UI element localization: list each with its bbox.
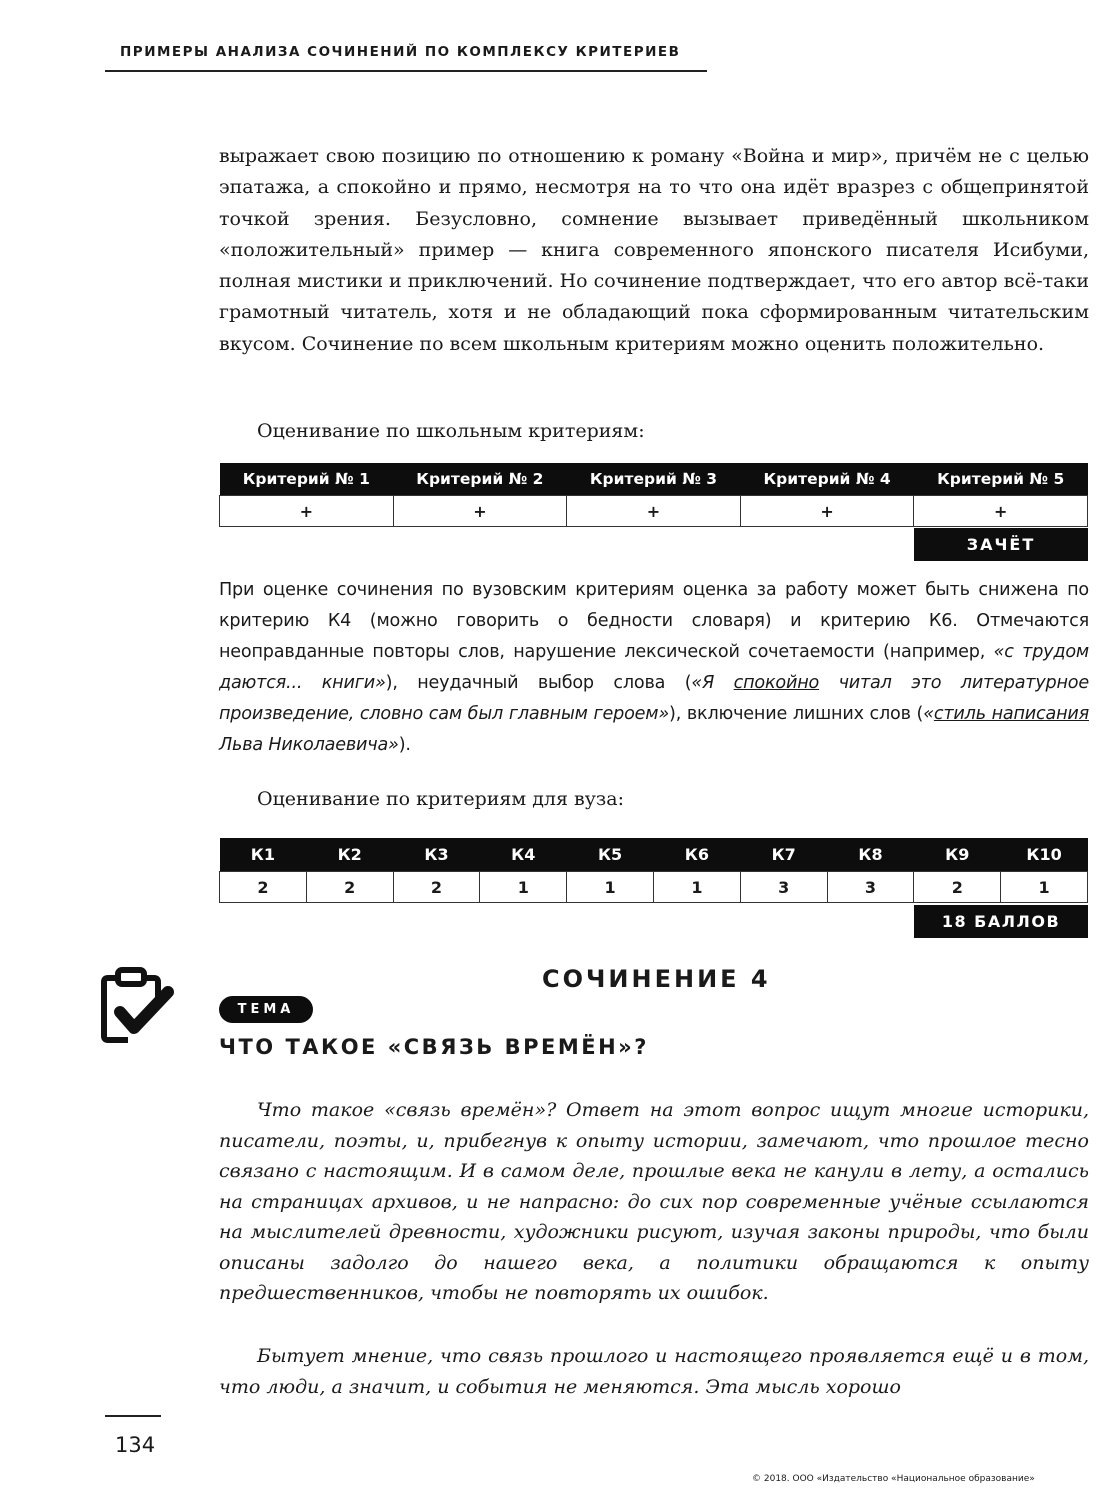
criterion-header: К8: [827, 838, 914, 872]
criterion-header: Критерий № 3: [567, 463, 741, 496]
header-rule: [105, 70, 707, 72]
criterion-score: 3: [827, 872, 914, 903]
copyright-notice: © 2018. ООО «Издательство «Национальное образование»: [752, 1474, 1035, 1484]
criterion-header: К1: [220, 838, 307, 872]
clipboard-check-icon: [100, 966, 174, 1048]
essay-paragraph-2: Бытует мнение, что связь прошлого и настоящего проявляется ещё и в том, что люди, а значит, и события не меняются. Эта мысль хорошо: [219, 1345, 1089, 1398]
school-result-badge: ЗАЧЁТ: [914, 528, 1088, 561]
running-head: ПРИМЕРЫ АНАЛИЗА СОЧИНЕНИЙ ПО КОМПЛЕКСУ КРИТЕРИЕВ: [120, 44, 681, 60]
criterion-value: +: [740, 496, 914, 527]
topic-title: ЧТО ТАКОЕ «СВЯЗЬ ВРЕМЁН»?: [219, 1035, 649, 1059]
body-paragraph-2: При оценке сочинения по вузовским критериям оценка за работу может быть снижена по критерию К4 (можно говорить о бедности словаря) и критерию К6. Отмечаются неоправданные повторы слов, нарушение лексической сочетаемости (например, «с трудом даются... книги»), неудачный выбор слова («Я спокойно читал это литературное произведение, словно сам был главным героем»), включение лишних слов («стиль написания Льва Николаевича»).: [219, 580, 1090, 755]
criterion-score: 3: [740, 872, 827, 903]
criterion-value: +: [220, 496, 394, 527]
criterion-score: 2: [220, 872, 307, 903]
criterion-header: Критерий № 5: [914, 463, 1088, 496]
footer-rule: [105, 1415, 161, 1417]
university-result-badge: 18 БАЛЛОВ: [914, 905, 1088, 938]
essay-title: СОЧИНЕНИЕ 4: [542, 965, 771, 993]
criterion-header: К4: [480, 838, 567, 872]
criterion-score: 2: [306, 872, 393, 903]
criterion-score: 1: [1001, 872, 1088, 903]
criterion-value: +: [914, 496, 1088, 527]
body-paragraph-1: выражает свою позицию по отношению к роману «Война и мир», причём не с целью эпатажа, а спокойно и прямо, несмотря на то что она идёт вразрез с общепринятой точкой зрения. Безусловно, сомнение вызывает приведённый школьником «положительный» пример — книга современного японского писателя Исибуми, полная мистики и приключений. Но сочинение подтверждает, что его автор всё-таки грамотный читатель, хотя и не обладающий пока сформированным читательским вкусом. Сочинение по всем школьным критериям можно оценить положительно.: [219, 145, 1089, 355]
school-criteria-table: [219, 463, 1088, 527]
essay-paragraph-1: Что такое «связь времён»? Ответ на этот вопрос ищут многие историки, писатели, поэты, и, прибегнув к опыту истории, замечают, что прошлое тесно связано с настоящим. И в самом деле, прошлые века не канули в лету, а остались на страницах архивов, и не напрасно: до сих пор современные учёные ссылаются на мыслителей древности, художники рисуют, изучая законы природы, что были описаны задолго до нашего века, а политики обращаются к опыту предшественников, чтобы не повторять их ошибок.: [219, 1099, 1089, 1304]
criterion-header: К7: [740, 838, 827, 872]
criterion-header: Критерий № 1: [220, 463, 394, 496]
criterion-header: К3: [393, 838, 480, 872]
criterion-value: +: [393, 496, 567, 527]
school-criteria-label: Оценивание по школьным критериям:: [257, 420, 645, 442]
criterion-value: +: [567, 496, 741, 527]
criterion-score: 1: [653, 872, 740, 903]
criterion-score: 1: [480, 872, 567, 903]
criterion-header: К10: [1001, 838, 1088, 872]
criterion-header: К2: [306, 838, 393, 872]
criterion-header: К5: [567, 838, 654, 872]
criterion-score: 2: [393, 872, 480, 903]
topic-badge: ТЕМА: [219, 996, 313, 1023]
university-criteria-table: [219, 838, 1088, 903]
criterion-header: Критерий № 4: [740, 463, 914, 496]
page-number: 134: [115, 1433, 156, 1457]
criterion-score: 1: [567, 872, 654, 903]
criterion-header: К6: [653, 838, 740, 872]
criterion-header: К9: [914, 838, 1001, 872]
criterion-header: Критерий № 2: [393, 463, 567, 496]
criterion-score: 2: [914, 872, 1001, 903]
university-criteria-label: Оценивание по критериям для вуза:: [257, 788, 624, 810]
